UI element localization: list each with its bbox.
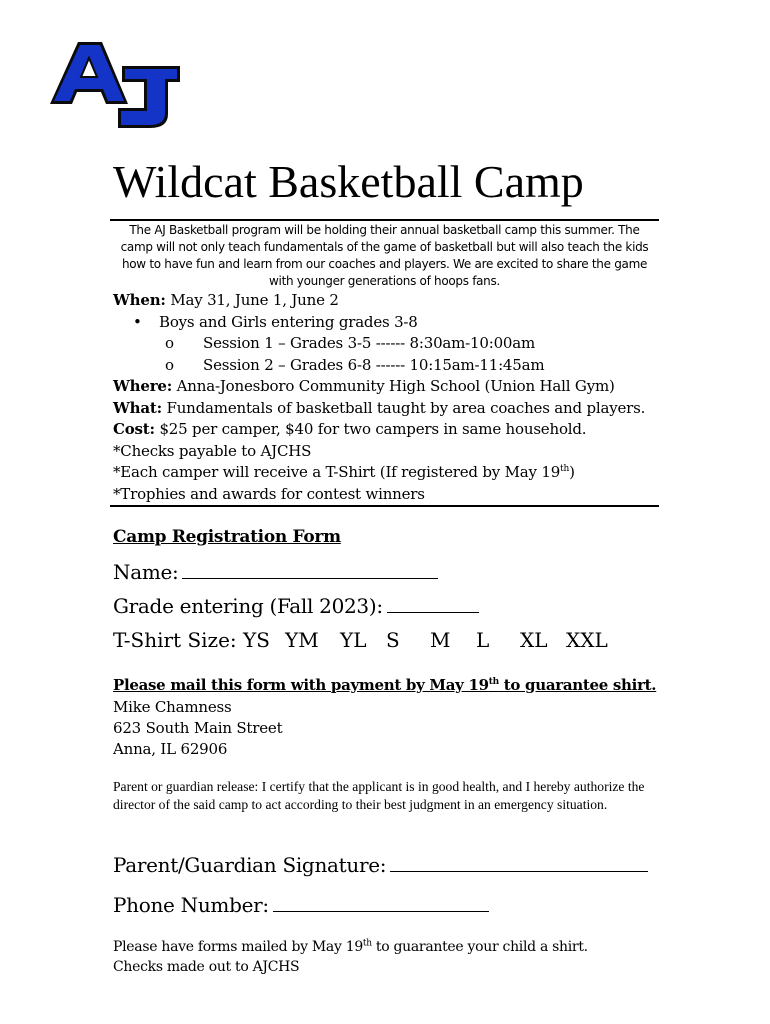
tshirt-size-row (113, 627, 633, 653)
size-option-s[interactable]: S (386, 628, 400, 652)
when-line (113, 290, 673, 312)
mail-text-end: to guarantee shirt. (498, 676, 657, 694)
sub-marker: o (165, 334, 174, 352)
phone-label: Phone Number: (113, 893, 269, 917)
aj-logo (44, 38, 184, 130)
closing-sup: th (362, 938, 372, 949)
size-option-xl[interactable]: XL (520, 628, 548, 652)
logo-letter-a (50, 42, 128, 104)
session1-text: Session 1 – Grades 3-5 ------ 8:30am-10:00am (203, 334, 536, 352)
checks-line: *Checks payable to AJCHS (113, 441, 312, 460)
closing-line-2: Checks made out to AJCHS (113, 959, 300, 975)
what-label: What: (113, 398, 162, 417)
mailing-address (113, 697, 282, 760)
trophies-line: *Trophies and awards for contest winners (113, 484, 425, 503)
size-option-l[interactable]: L (476, 628, 490, 652)
divider-bottom (110, 505, 659, 507)
address-line: Mike Chamness (113, 698, 232, 716)
where-label: Where: (113, 377, 173, 395)
grades-bullet (113, 312, 673, 334)
address-line: Anna, IL 62906 (113, 740, 228, 758)
session1-line (113, 333, 673, 355)
grades-text: Boys and Girls entering grades 3-8 (159, 312, 418, 331)
when-label: When: (113, 291, 166, 309)
tshirt-text: *Each camper will receive a T-Shirt (If registered by May 19 (113, 463, 561, 481)
bullet-marker: • (133, 312, 142, 331)
what-line (113, 398, 673, 420)
session2-text: Session 2 – Grades 6-8 ------ 10:15am-11:45am (203, 355, 545, 374)
closing-text-end: to guarantee your child a shirt. (371, 939, 588, 955)
address-line: 623 South Main Street (113, 719, 283, 737)
grade-row (113, 593, 479, 619)
mail-instruction (113, 676, 656, 694)
sub-marker: o (165, 355, 174, 374)
tshirt-size-label: T-Shirt Size: (113, 628, 237, 652)
tshirt-close: ) (569, 463, 575, 481)
closing-text: Please have forms mailed by May 19 (113, 939, 363, 955)
when-value: May 31, June 1, June 2 (170, 291, 339, 309)
camp-details (113, 290, 673, 505)
size-option-yl[interactable]: YL (340, 628, 367, 652)
mail-text: Please mail this form with payment by May 19 (113, 676, 489, 694)
size-option-xxl[interactable]: XXL (566, 628, 608, 652)
closing-note (113, 937, 588, 977)
signature-field[interactable] (390, 853, 648, 872)
name-field[interactable] (182, 560, 438, 579)
where-value: Anna-Jonesboro Community High School (Union Hall Gym) (176, 377, 615, 395)
size-option-ym[interactable]: YM (285, 628, 319, 652)
size-option-ys[interactable]: YS (243, 628, 270, 652)
guardian-release: Parent or guardian release: I certify that the applicant is in good health, and I hereby authorize the director of the said camp to act according to their best judgment in an emergency situation. (113, 779, 645, 812)
signature-row (113, 852, 648, 878)
phone-field[interactable] (273, 893, 489, 912)
tshirt-sup: th (560, 464, 570, 474)
cost-value: $25 per camper, $40 for two campers in same household. (159, 420, 587, 438)
intro-paragraph: The AJ Basketball program will be holding their annual basketball camp this summer. The camp will not only teach fundamentals of the game of basketball but will also teach the kids how to have fun and learn from our coaches and players. We are excited to share the game with younger generations of hoops fans. (120, 223, 649, 288)
logo-letter-j (118, 66, 180, 128)
name-label: Name: (113, 560, 179, 584)
grade-field[interactable] (387, 594, 479, 613)
phone-row (113, 892, 489, 918)
size-option-m[interactable]: M (430, 628, 451, 652)
tshirt-line (113, 462, 673, 484)
registration-heading: Camp Registration Form (113, 527, 341, 547)
closing-line-1 (113, 937, 588, 957)
name-row (113, 559, 438, 585)
grade-label: Grade entering (Fall 2023): (113, 594, 383, 618)
cost-line (113, 419, 673, 441)
mail-sup: th (488, 677, 499, 687)
session2-line (113, 355, 673, 377)
signature-label: Parent/Guardian Signature: (113, 853, 387, 877)
divider-top (110, 219, 659, 221)
page-title: Wildcat Basketball Camp (113, 156, 584, 207)
cost-label: Cost: (113, 420, 155, 438)
where-line (113, 376, 673, 398)
what-value: Fundamentals of basketball taught by area coaches and players. (166, 398, 646, 417)
